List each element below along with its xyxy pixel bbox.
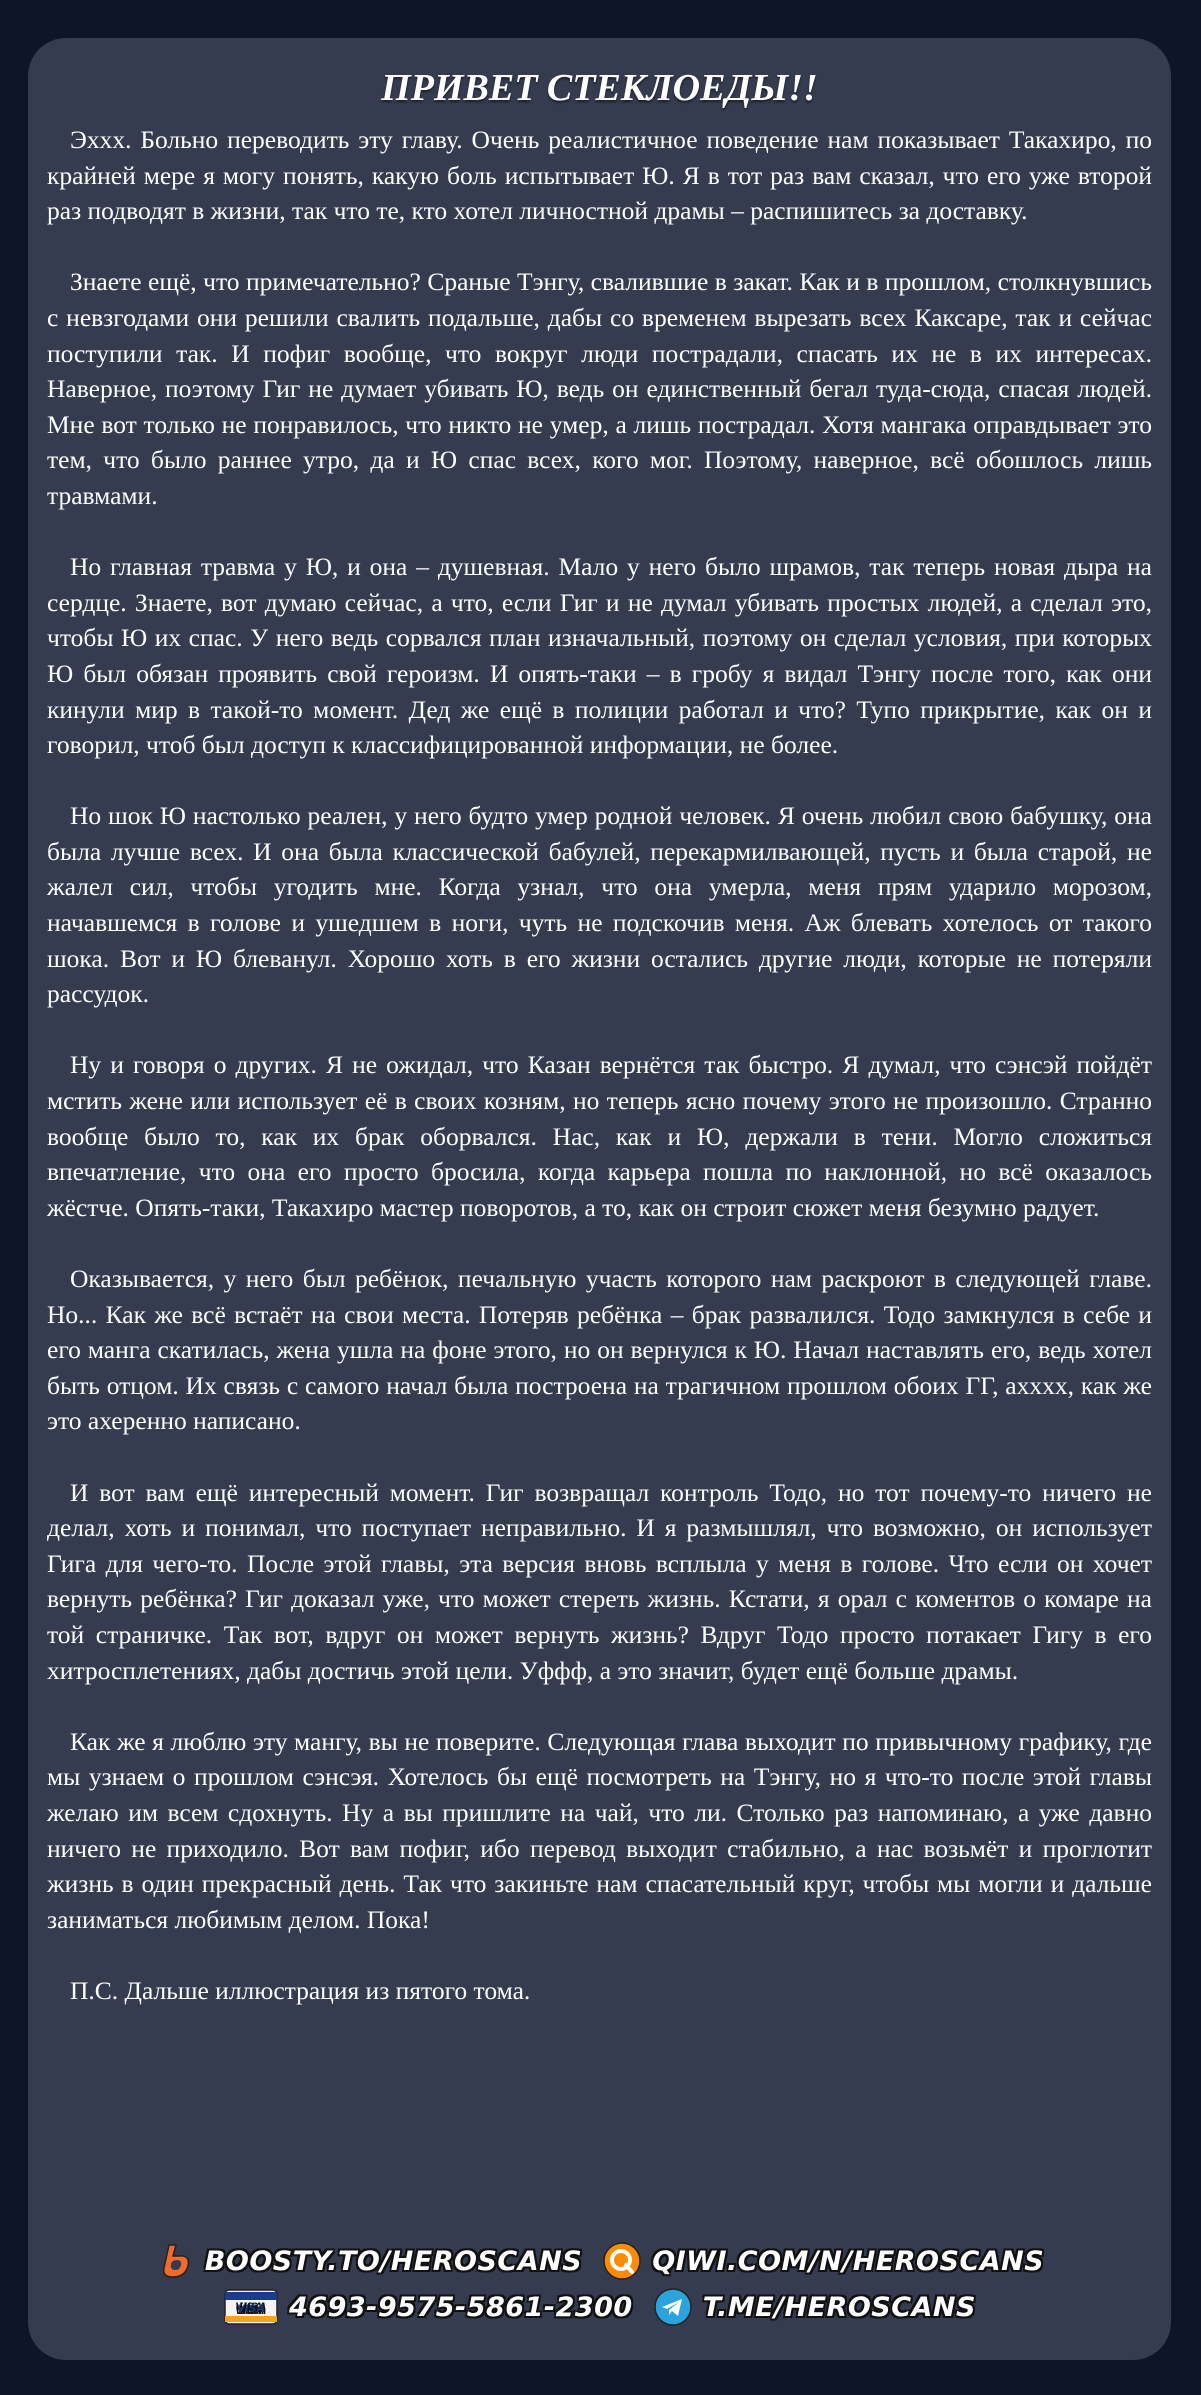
boosty-icon: [155, 2241, 195, 2281]
paragraph-5: Ну и говоря о других. Я не ожидал, что Казан вернётся так быстро. Я думал, что сэнсэй пойдёт мстить жене или использует её в своих козням, но теперь ясно почему этого не произошло. Странно вообще было то, как их брак оборвался. Нас, как и Ю, держали в тени. Могло сложиться впечатление, что она его просто бросила, когда карьера пошла по наклонной, но всё оказалось жёстче. Опять-таки, Такахиро мастер поворотов, а то, как он строит сюжет меня безумно радует.: [47, 1050, 1152, 1222]
telegram-icon: [653, 2287, 693, 2327]
telegram-link[interactable]: [653, 2287, 976, 2327]
paragraph-8: Как же я люблю эту мангу, вы не поверите. Следующая глава выходит по привычному графику, где мы узнаем о прошлом сэнсэя. Хотелось бы ещё посмотреть на Тэнгу, но я что-то после этой главы желаю им всем сдохнуть. Ну а вы пришлите на чай, что ли. Столько раз напоминаю, а уже давно ничего не приходило. Вот вам пофиг, ибо перевод выходит стабильно, а нас возьмёт и проглотит жизнь в один прекрасный день. Так что закиньте нам спасательный круг, чтобы мы могли и дальше заниматься любимым делом. Пока!: [47, 1726, 1152, 1934]
telegram-label: T.ME/HEROSCANS: [702, 2291, 976, 2323]
page-title: ПРИВЕТ СТЕКЛОЕДЫ!!: [381, 67, 818, 109]
paragraph-4: Но шок Ю настолько реален, у него будто умер родной человек. Я очень любил свою бабушку, она была лучше всех. И она была классической бабулей, перекармилвающей, пусть и была старой, не жалел сил, чтобы угодить мне. Когда узнал, что она умерла, меня прям ударило морозом, начавшемся в голове и ушедшем в ноги, чуть не подскочив меня. Аж блевать хотелось от такого шока. Вот и Ю блеванул. Хорошо хоть в его жизни остались другие люди, которые не потеряли рассудок.: [47, 801, 1152, 1009]
visa-card-icon: [223, 2287, 279, 2327]
links-row-1: [28, 2238, 1171, 2284]
qiwi-label: QIWI.COM/N/HEROSCANS: [652, 2245, 1045, 2277]
card-number-link[interactable]: [223, 2287, 633, 2327]
visa-logo-text: VISA: [237, 2303, 265, 2315]
links-row-2: [28, 2284, 1171, 2330]
donation-links: [28, 2238, 1171, 2330]
paragraph-6: Оказывается, у него был ребёнок, печальную участь которого нам раскроют в следующей главе. Но... Как же всё встаёт на свои места. Потеряв ребёнка – брак развалился. Тодо замкнулся в себе и его манга скатилась, жена ушла на фоне этого, но он вернулся к Ю. Начал наставлять его, ведь хотел быть отцом. Их связь с самого начал была построена на трагичном прошлом обоих ГГ, ахххх, как же это ахеренно написано.: [47, 1264, 1152, 1436]
boosty-label: BOOSTY.TO/HEROSCANS: [204, 2245, 583, 2277]
qiwi-link[interactable]: [602, 2241, 1044, 2281]
paragraph-1: Эххх. Больно переводить эту главу. Очень реалистичное поведение нам показывает Такахиро, по крайней мере я могу понять, какую боль испытывает Ю. Я в тот раз вам сказал, что его уже второй раз подводят в жизни, так что те, кто хотел личностной драмы – распишитесь за доставку.: [47, 125, 1152, 226]
postscript: П.С. Дальше иллюстрация из пятого тома.: [70, 1975, 531, 2005]
text-panel: [28, 38, 1171, 2360]
paragraph-2: Знаете ещё, что примечательно? Сраные Тэнгу, свалившие в закат. Как и в прошлом, столкнувшись с невзгодами они решили свалить подальше, дабы со временем вырезать всех Каксаре, так и сейчас поступили так. И пофиг вообще, что вокруг люди пострадали, спасать их не в их интересах. Наверное, поэтому Гиг не думает убивать Ю, ведь он единственный бегал туда-сюда, спасая людей. Мне вот только не понравилось, что никто не умер, а лишь пострадал. Хотя мангака оправдывает это тем, что было раннее утро, да и Ю спас всех, кого мог. Поэтому, наверное, всё обошлось лишь травмами.: [47, 267, 1152, 510]
boosty-link[interactable]: [155, 2241, 582, 2281]
paragraph-3: Но главная травма у Ю, и она – душевная. Мало у него было шрамов, так теперь новая дыра на сердце. Знаете, вот думаю сейчас, а что, если Гиг и не думал убивать простых людей, а сделал это, чтобы Ю их спас. У него ведь сорвался план изначальный, поэтому он сделал условия, при которых Ю был обязан проявить свой героизм. И опять-таки – в гробу я видал Тэнгу после того, как они кинули мир в такой-то момент. Дед же ещё в полиции работал и что? Тупо прикрытие, как он и говорил, чтоб был доступ к классифицированной информации, не более.: [47, 552, 1152, 760]
paragraph-7: И вот вам ещё интересный момент. Гиг возвращал контроль Тодо, но тот почему-то ничего не делал, хоть и понимал, что поступает неправильно. И я размышлял, что возможно, он использует Гига для чего-то. После этой главы, эта версия вновь всплыла у меня в голове. Что если он хочет вернуть ребёнка? Гиг доказал уже, что может стереть жизнь. Кстати, я орал с коментов о комаре на той страничке. Так вот, вдруг он может вернуть жизнь? Вдруг Тодо просто потакает Гигу в его хитросплетениях, дабы достичь этой цели. Уффф, а это значит, будет ещё больше драмы.: [47, 1477, 1152, 1685]
card-number-label: 4693-9575-5861-2300: [289, 2291, 633, 2323]
qiwi-icon: [602, 2241, 642, 2281]
